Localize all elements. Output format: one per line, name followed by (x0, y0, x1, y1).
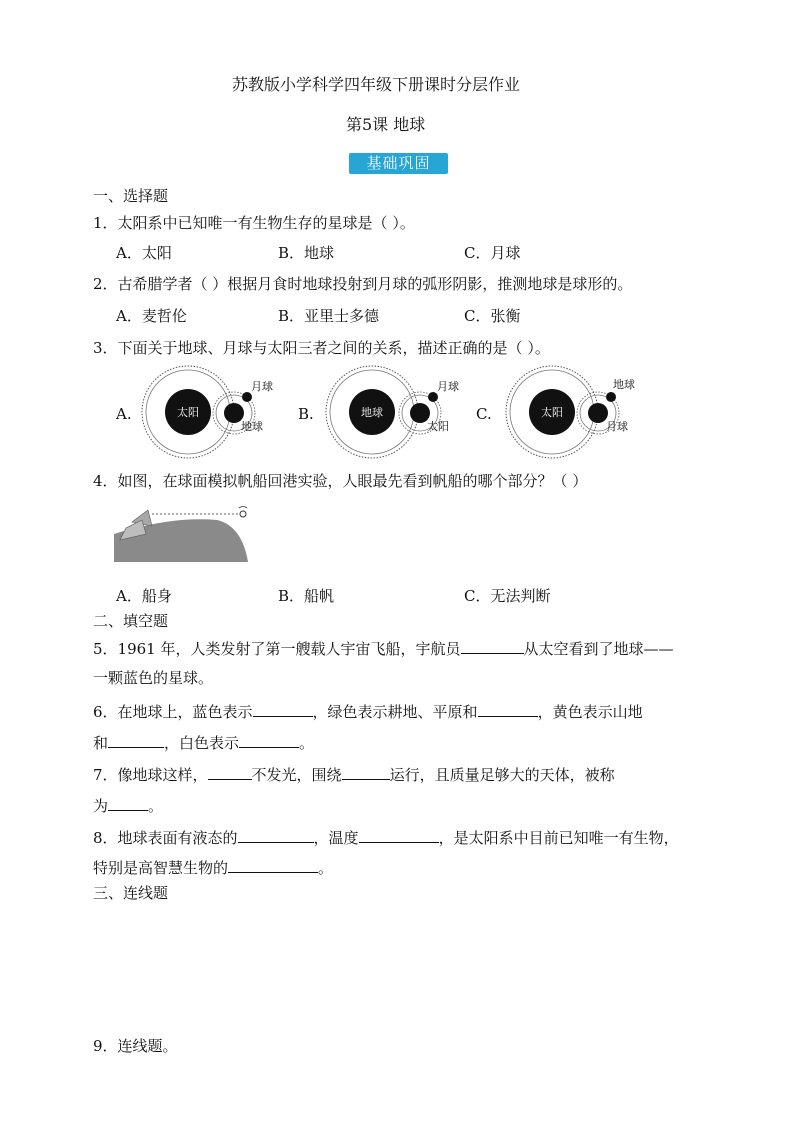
question-2-stem: 2．古希腊学者（ ）根据月食时地球投射到月球的弧形阴影，推测地球是球形的。 (93, 275, 633, 293)
question-8-line-2 (93, 857, 333, 878)
question-6-line-2 (93, 732, 314, 753)
question-1-option-b[interactable]: B．地球 (278, 244, 335, 262)
question-4-option-a[interactable]: A．船身 (116, 587, 172, 605)
question-8-text-e: 。 (318, 859, 334, 877)
question-6-text-a: 6．在地球上，蓝色表示 (93, 703, 253, 721)
question-2-option-c[interactable]: C．张衡 (464, 307, 521, 325)
answer-blank[interactable] (208, 764, 252, 780)
question-5-line-2: 一颗蓝色的星球。 (93, 669, 214, 687)
section-heading-fill: 二、填空题 (93, 612, 169, 630)
question-8-text-b: ，温度 (313, 829, 359, 847)
section-heading-matching: 三、连线题 (93, 884, 169, 902)
question-6-text-d: 和 (93, 734, 109, 752)
question-7-text-b: 不发光，围绕 (251, 766, 342, 784)
question-6-line-1 (93, 701, 643, 722)
question-7-line-1 (93, 764, 615, 785)
question-3-stem: 3．下面关于地球、月球与太阳三者之间的关系，描述正确的是（ ）。 (93, 339, 550, 357)
orbit-diagram-c (500, 362, 645, 462)
question-6-text-b: ，绿色表示耕地、平原和 (312, 703, 478, 721)
question-6-text-c: ，黄色表示山地 (537, 703, 643, 721)
question-1-option-a[interactable]: A．太阳 (116, 244, 172, 262)
question-6-text-e: ，白色表示 (164, 734, 240, 752)
orbit-diagram-b (320, 362, 460, 462)
ship-sphere-figure (112, 504, 252, 566)
question-3-option-b[interactable]: B. (298, 405, 314, 423)
question-4-option-c[interactable]: C．无法判断 (464, 587, 551, 605)
question-8-text-c: ，是太阳系中目前已知唯一有生物， (438, 829, 679, 847)
question-8-text-d: 特别是高智慧生物的 (93, 859, 229, 877)
answer-blank[interactable] (342, 764, 390, 780)
question-7-text-d: 为 (93, 797, 109, 815)
question-8-line-1 (93, 827, 679, 848)
answer-blank[interactable] (238, 827, 314, 843)
question-5-text-a: 5．1961 年，人类发射了第一艘载人宇宙飞船，宇航员 (93, 640, 461, 658)
answer-blank[interactable] (108, 795, 148, 811)
answer-blank[interactable] (253, 701, 313, 717)
question-7-text-e: 。 (148, 797, 164, 815)
eye-icon (240, 511, 246, 517)
answer-blank[interactable] (359, 827, 439, 843)
answer-blank[interactable] (461, 638, 524, 654)
question-3-option-c[interactable]: C. (476, 405, 492, 423)
diagram-a-small-label: 月球 (251, 380, 273, 393)
section-heading-choice: 一、选择题 (93, 187, 169, 205)
question-7-text-c: 运行，且质量足够大的天体，被称 (389, 766, 615, 784)
question-3-option-a[interactable]: A. (116, 405, 132, 423)
answer-blank[interactable] (478, 701, 538, 717)
diagram-c-small-label: 地球 (613, 378, 635, 391)
moon-body (428, 392, 438, 402)
question-5-text-b: 从太空看到了地球—— (523, 640, 674, 658)
answer-blank[interactable] (239, 732, 299, 748)
diagram-c-center-label: 太阳 (541, 406, 563, 419)
question-9-stem: 9．连线题。 (93, 1037, 178, 1055)
diagram-b-small-label: 月球 (437, 380, 459, 393)
question-1-option-c[interactable]: C．月球 (464, 244, 521, 262)
question-6-text-f: 。 (299, 734, 315, 752)
orbit-diagram-a (138, 362, 273, 462)
question-8-text-a: 8．地球表面有液态的 (93, 829, 238, 847)
section-badge: 基础巩固 (349, 153, 448, 174)
lesson-title: 第5课 地球 (346, 115, 426, 134)
question-2-option-b[interactable]: B．亚里士多德 (278, 307, 380, 325)
answer-blank[interactable] (228, 857, 318, 873)
question-4-option-b[interactable]: B．船帆 (278, 587, 335, 605)
moon-body (588, 403, 608, 423)
diagram-a-center-label: 太阳 (177, 406, 199, 419)
diagram-b-center-label: 地球 (361, 406, 383, 419)
question-4-stem: 4．如图，在球面模拟帆船回港实验，人眼最先看到帆船的哪个部分？（ ） (93, 472, 588, 490)
diagram-b-mid-label: 太阳 (427, 420, 449, 433)
diagram-c-mid-label: 月球 (606, 420, 628, 433)
question-7-line-2 (93, 795, 163, 816)
question-2-option-a[interactable]: A．麦哲伦 (116, 307, 187, 325)
question-1-stem: 1．太阳系中已知唯一有生物生存的星球是（ ）。 (93, 214, 415, 232)
earth-body (606, 392, 616, 402)
answer-blank[interactable] (108, 732, 164, 748)
worksheet-title: 苏教版小学科学四年级下册课时分层作业 (232, 75, 521, 94)
question-5-line-1 (93, 638, 674, 659)
moon-body (242, 392, 252, 402)
diagram-a-mid-label: 地球 (241, 420, 263, 433)
question-7-text-a: 7．像地球这样， (93, 766, 208, 784)
